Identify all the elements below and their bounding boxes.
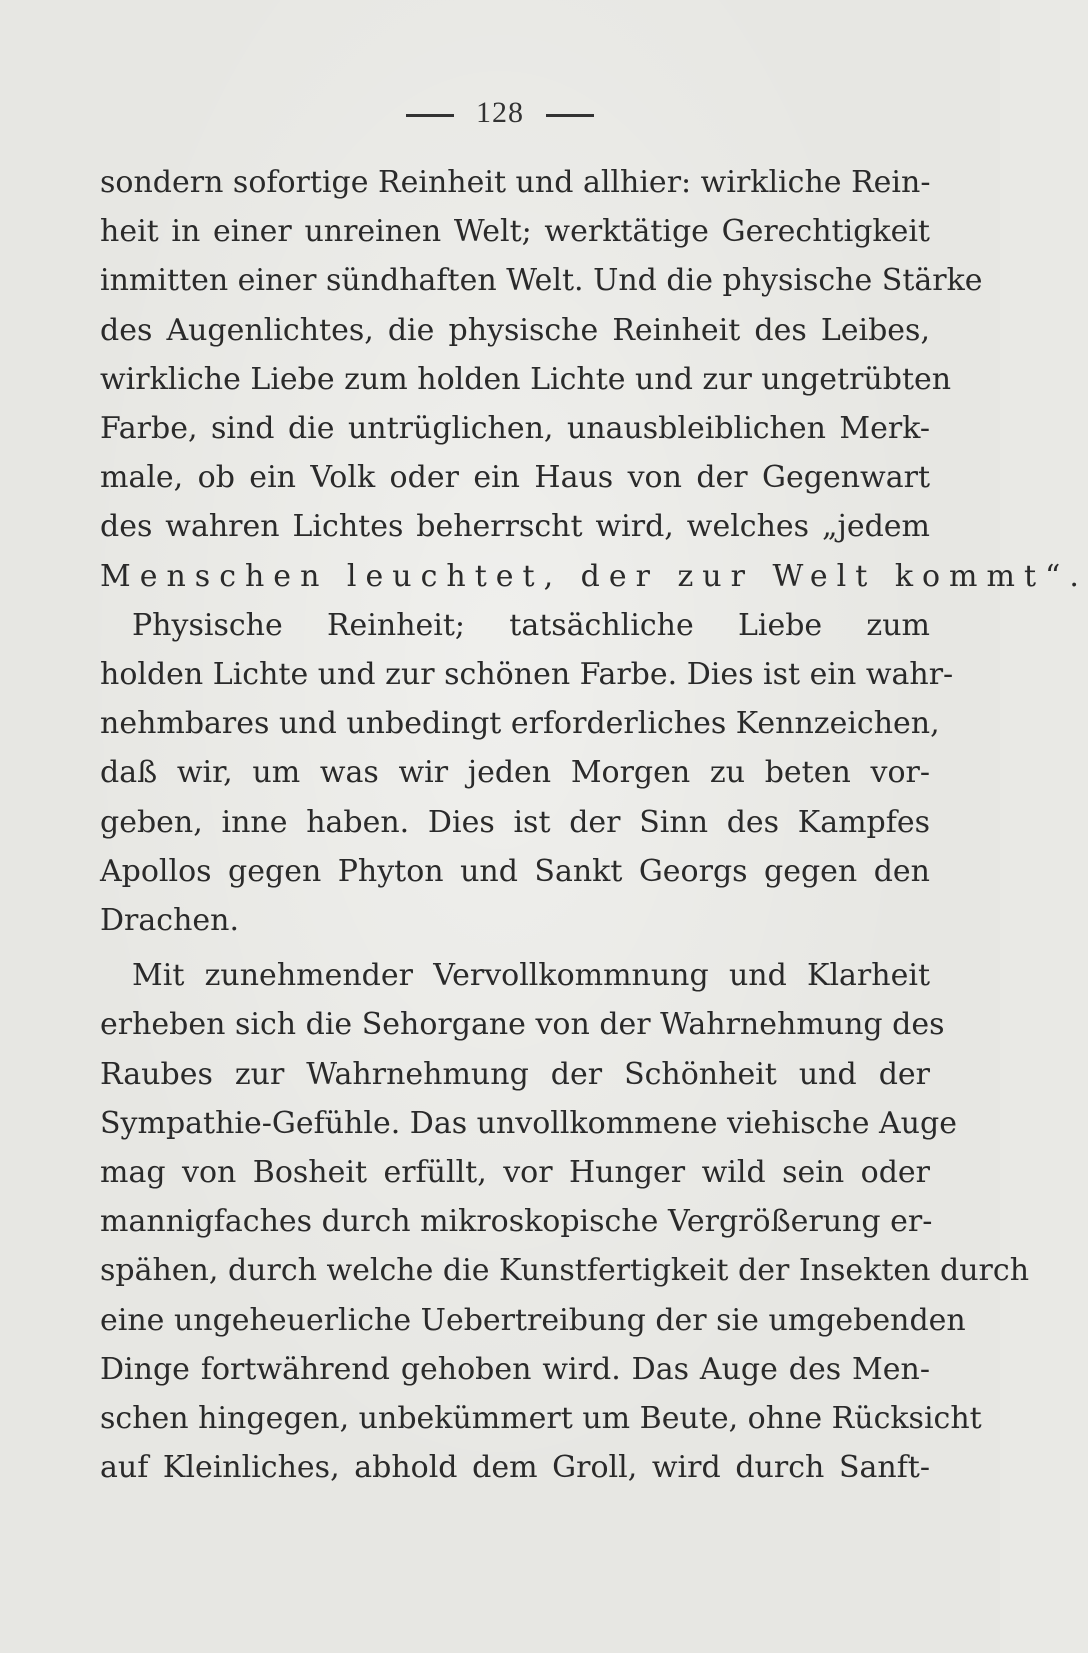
text-line: des wahren Lichtes beherrscht wird, welches „jedem — [100, 509, 930, 545]
text-line: geben, inne haben. Dies ist der Sinn des Kampfes — [100, 804, 930, 840]
text-line: mannigfaches durch mikroskopische Vergrößerung er- — [100, 1204, 933, 1240]
text-line: Mit zunehmender Vervollkommnung und Klarheit — [132, 958, 930, 994]
text-line: wirkliche Liebe zum holden Lichte und zur ungetrübten — [100, 361, 952, 397]
text-line: Drachen. — [100, 903, 240, 939]
text-line: erheben sich die Sehorgane von der Wahrnehmung des — [100, 1007, 945, 1043]
text-line: Menschen leuchtet, der zur Welt kommt“. — [100, 558, 1088, 594]
text-line: Physische Reinheit; tatsächliche Liebe zum — [132, 607, 930, 643]
text-line: mag von Bosheit erfüllt, vor Hunger wild sein oder — [100, 1155, 930, 1191]
text-line: eine ungeheuerliche Uebertreibung der sie umgebenden — [100, 1302, 966, 1338]
left-dash — [406, 114, 454, 117]
text-line: nehmbares und unbedingt erforderliches Kennzeichen, — [100, 706, 940, 742]
right-dash — [546, 114, 594, 117]
text-line: schen hingegen, unbekümmert um Beute, ohne Rücksicht — [100, 1401, 982, 1437]
text-line: heit in einer unreinen Welt; werktätige Gerechtigkeit — [100, 214, 930, 250]
text-line: Sympathie-Gefühle. Das unvollkommene viehische Auge — [100, 1105, 957, 1141]
text-line: spähen, durch welche die Kunstfertigkeit der Insekten durch — [100, 1253, 1030, 1289]
text-line: holden Lichte und zur schönen Farbe. Dies ist ein wahr- — [100, 657, 954, 693]
text-line: inmitten einer sündhaften Welt. Und die physische Stärke — [100, 263, 983, 299]
text-line: des Augenlichtes, die physische Reinheit des Leibes, — [100, 312, 930, 348]
text-line: sondern sofortige Reinheit und allhier: wirkliche Rein- — [100, 165, 931, 200]
page-number: 128 — [476, 96, 524, 129]
text-line: male, ob ein Volk oder ein Haus von der Gegenwart — [100, 460, 930, 496]
text-line: daß wir, um was wir jeden Morgen zu beten vor- — [100, 755, 930, 791]
page-number-header — [0, 96, 1000, 130]
text-line: Apollos gegen Phyton und Sankt Georgs gegen den — [100, 853, 930, 889]
text-line: Farbe, sind die untrüglichen, unausbleiblichen Merk- — [100, 411, 930, 447]
text-line: auf Kleinliches, abhold dem Groll, wird durch Sanft- — [100, 1450, 930, 1486]
text-line: Raubes zur Wahrnehmung der Schönheit und der — [100, 1056, 930, 1092]
text-line: Dinge fortwährend gehoben wird. Das Auge des Men- — [100, 1351, 930, 1387]
body-text — [100, 158, 1088, 1492]
